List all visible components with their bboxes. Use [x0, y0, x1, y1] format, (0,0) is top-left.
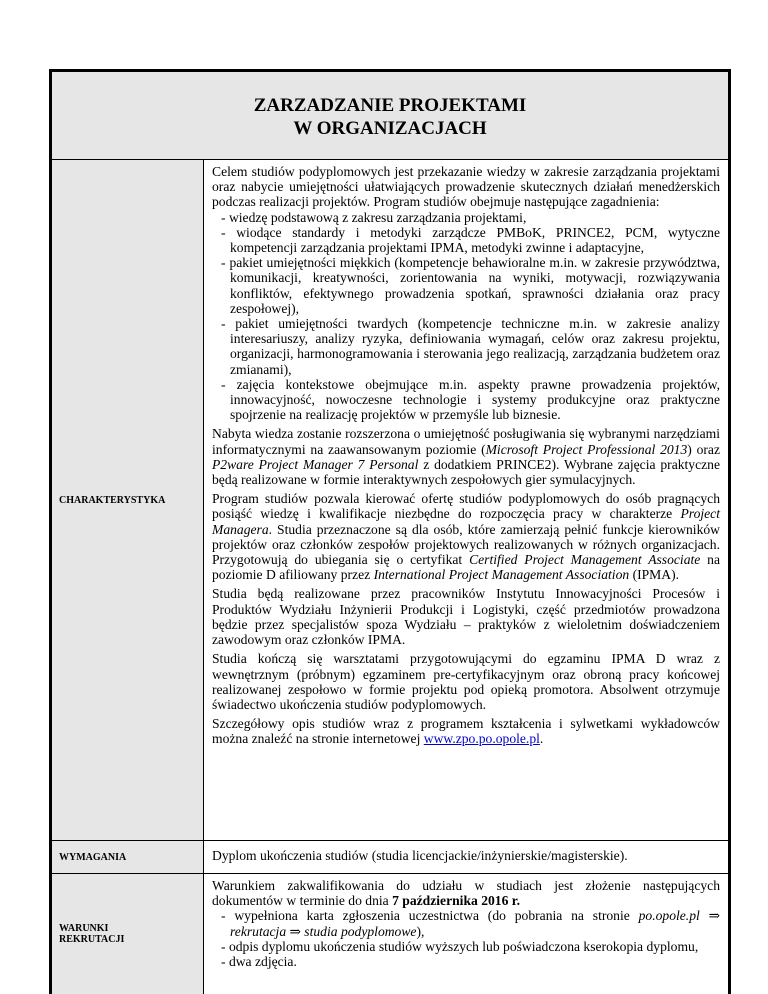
website-link[interactable]: www.zpo.po.opole.pl	[423, 731, 540, 747]
characteristics-label: CHARAKTERYSTYKA	[52, 160, 204, 840]
characteristics-intro: Celem studiów podyplomowych jest przekazanie wiedzy w zakresie zarządzania projektami oraz nabycie umiejętności ułatwiających prowadzenie skutecznych działań menedżerskich podczas realizacji projektów. Program studiów obejmuje następujące zagadnienia:	[212, 164, 720, 210]
recruitment-intro: Warunkiem zakwalifikowania do udziału w studiach jest złożenie następujących dokumentów w terminie do dnia 7 października 2016 r.	[212, 878, 720, 909]
staff-paragraph: Studia będą realizowane przez pracowników Instytutu Innowacyjności Procesów i Produktów Wydziału Inżynierii Produkcji i Logistyki, część przedmiotów prowadzona będzie przez specjalistów spoza Wydziału – praktyków z wieloletnim doświadczeniem zawodowym oraz członków IPMA.	[212, 586, 720, 648]
requirements-label: WYMAGANIA	[52, 841, 204, 873]
program-paragraph: Program studiów pozwala kierować ofertę studiów podyplomowych do osób pragnących posiąść wiedzę i kwalifikacje niezbędne do rozpoczęcia pracy w charakterze Project Managera. Studia przeznaczone są dla osób, które zamierzają pełnić funkcje kierowników projektów oraz członków zespołów projektowych realizowanych w różnych organizacjach. Przygotowują do ubiegania się o certyfikat Certified Project Management Associate na poziomie D afiliowany przez International Project Management Association (IPMA).	[212, 491, 721, 583]
list-item: - zajęcia kontekstowe obejmujące m.in. aspekty prawne prowadzenia projektów, innowacyjność, nowoczesne technologie i systemy produkcyjne oraz praktyczne spojrzenie na realizację projektów w przemyśle lub biznesie.	[212, 377, 720, 423]
deadline: 7 października 2016 r.	[392, 893, 520, 909]
documents-list	[212, 908, 720, 969]
page-title-line-2: W ORGANIZACJACH	[293, 117, 487, 139]
recruitment-label-line-2: REKRUTACJI	[59, 934, 125, 945]
recruitment-content	[204, 874, 728, 994]
ending-paragraph: Studia kończą się warsztatami przygotowującymi do egzaminu IPMA D wraz z wewnętrznym (próbnym) egzaminem pre-certyfikacyjnym oraz obroną pracy końcowej realizowanej zespołowo w formie projektu pod opieką promotora. Absolwent otrzymuje świadectwo ukończenia studiów podyplomowych.	[212, 651, 720, 712]
list-item: - wypełniona karta zgłoszenia uczestnictwa (do pobrania na stronie po.opole.pl ⇒ rekrutacja ⇒ studia podyplomowe),	[212, 908, 720, 938]
requirements-row	[52, 841, 728, 874]
table-header	[52, 72, 728, 160]
page-title-line-1: ZARZADZANIE PROJEKTAMI	[253, 94, 527, 116]
characteristics-row	[52, 160, 728, 841]
details-paragraph: Szczegółowy opis studiów wraz z programem kształcenia i sylwetkami wykładowców można znaleźć na stronie internetowej www.zpo.po.opole.pl.	[212, 716, 720, 747]
recruitment-row	[52, 874, 728, 994]
list-item: - odpis dyplomu ukończenia studiów wyższych lub poświadczona kserokopia dyplomu,	[212, 939, 720, 954]
requirements-content: Dyplom ukończenia studiów (studia licencjackie/inżynierskie/magisterskie).	[212, 848, 628, 864]
course-info-table	[49, 69, 731, 994]
tools-paragraph: Nabyta wiedza zostanie rozszerzona o umiejętność posługiwania się wybranymi narzędziami informatycznymi na zaawansowanym poziomie (Microsoft Project Professional 2013) oraz P2ware Project Manager 7 Personal z dodatkiem PRINCE2). Wybrane zajęcia praktyczne będą realizowane w formie interaktywnych zespołowych gier symulacyjnych.	[212, 426, 721, 488]
recruitment-label	[52, 874, 204, 994]
list-item: - pakiet umiejętności miękkich (kompetencje behawioralne m.in. w zakresie przywództwa, komunikacji, kreatywności, zorientowania na wyniki, motywacji, rozwiązywania konfliktów, efektywnego prowadzenia spotkań, sprawności działania oraz pracy zespołowej),	[212, 255, 720, 316]
list-item: - wiodące standardy i metodyki zarządcze PMBoK, PRINCE2, PCM, wytyczne kompetencji zarządzania projektami IPMA, metodyki zwinne i adaptacyjne,	[212, 225, 720, 255]
list-item: - pakiet umiejętności twardych (kompetencje techniczne m.in. w zakresie analizy interesariuszy, analizy ryzyka, definiowania wymagań, celów oraz zakresu projektu, organizacji, harmonogramowania i sterowania jego realizacją, zarządzania budżetem oraz zmianami),	[212, 316, 720, 377]
recruitment-label-line-1: WARUNKI	[59, 923, 109, 934]
list-item: - dwa zdjęcia.	[212, 954, 720, 969]
topics-list	[212, 210, 720, 423]
characteristics-content	[204, 160, 728, 840]
list-item: - wiedzę podstawową z zakresu zarządzania projektami,	[212, 210, 720, 225]
